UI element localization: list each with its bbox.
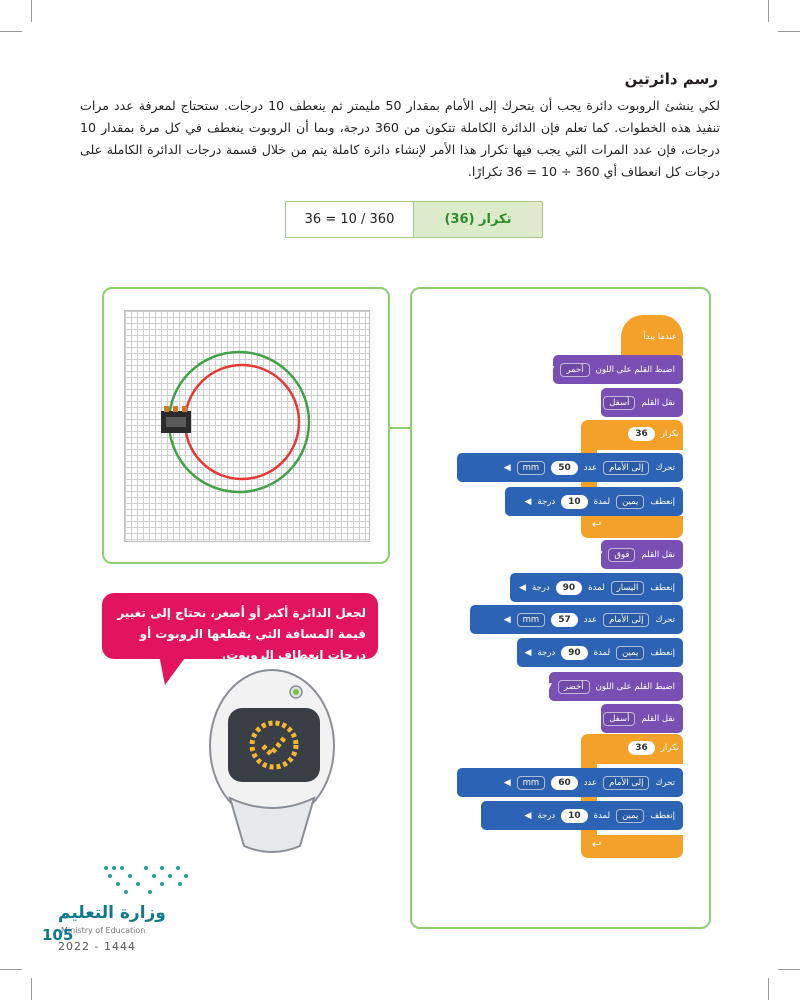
angle-input[interactable]: 10: [561, 809, 588, 823]
page-number: 105: [42, 926, 74, 944]
direction-dropdown[interactable]: يمين: [616, 809, 644, 823]
robot-icon: [161, 406, 191, 433]
ministry-name-arabic: وزارة التعليم: [58, 903, 166, 923]
block-label: إنعطف: [650, 810, 675, 821]
block-label: عدد: [583, 614, 598, 625]
edition-year: 2022 - 1444: [58, 940, 136, 953]
ministry-logo-icon: [100, 864, 192, 896]
unit-dropdown[interactable]: mm: [517, 461, 546, 475]
dropdown-arrow-icon: ◀: [524, 810, 532, 821]
direction-dropdown[interactable]: يمين: [616, 495, 644, 509]
start-hat-label: عندما يبدأ: [643, 332, 677, 342]
turn-left-block[interactable]: [510, 573, 683, 602]
page-title: رسم دائرتين: [624, 70, 718, 88]
block-label: نقل القلم: [641, 397, 675, 408]
pen-color-dropdown[interactable]: أخضر: [558, 680, 590, 694]
crop-mark: [0, 969, 22, 970]
robot-mascot-icon: [200, 668, 340, 858]
block-label: تحرك: [655, 777, 675, 788]
block-label: تكرار: [660, 743, 679, 753]
block-label: تحرك: [655, 614, 675, 625]
set-pen-color-block[interactable]: [547, 355, 683, 384]
turn-block[interactable]: [505, 487, 683, 516]
dropdown-arrow-icon: ▼: [547, 364, 555, 375]
calc-expression: 36 = 10 / 360: [286, 202, 414, 237]
block-label: اضبط القلم على اللون: [595, 681, 675, 692]
crop-mark: [0, 31, 22, 32]
angle-input[interactable]: 10: [561, 495, 588, 509]
dropdown-arrow-icon: ▼: [595, 549, 603, 560]
crop-mark: [778, 31, 800, 32]
block-label: تكرار: [660, 429, 679, 439]
direction-dropdown[interactable]: يمين: [616, 646, 644, 660]
direction-dropdown[interactable]: إلى الأمام: [603, 776, 649, 790]
dropdown-arrow-icon: ▼: [544, 681, 552, 692]
intro-paragraph: لكي ينشئ الروبوت دائرة يجب أن يتحرك إلى الأمام بمقدار 50 مليمتر ثم ينعطف 10 درجات. ستحتاج لمعرفة عدد مرات تنفيذ هذه الخطوات. كما تعلم فإن الدائرة الكاملة تتكون من 360 درجة، وبما أن الروبوت ينعطف في كل مرة بمقدار 10 درجات، فإن عدد المرات التي يجب فيها تكرار هذا الأمر لإنشاء دائرة كاملة يتم من خلال قسمة درجات الدائرة الكاملة على درجات كل انعطاف أي 360 ÷ 10 = 36 تكرارًا.: [80, 98, 720, 179]
block-label: اضبط القلم على اللون: [595, 364, 675, 375]
block-label: لمدة: [593, 810, 611, 821]
repeat-count: [597, 741, 679, 755]
direction-dropdown[interactable]: إلى الأمام: [603, 461, 649, 475]
dropdown-arrow-icon: ◀: [524, 647, 532, 658]
dropdown-arrow-icon: ◀: [503, 614, 511, 625]
red-circle: [185, 365, 299, 479]
pen-position-dropdown[interactable]: فوق: [608, 548, 635, 562]
block-label: عدد: [583, 777, 598, 788]
loop-return-icon: ↩: [592, 518, 602, 531]
unit-label: درجة: [537, 810, 556, 821]
direction-dropdown[interactable]: إلى الأمام: [603, 613, 649, 627]
pen-position-dropdown[interactable]: أسفل: [603, 712, 635, 726]
move-block[interactable]: [470, 605, 683, 634]
dropdown-arrow-icon: ◀: [524, 496, 532, 507]
speech-bubble-tail: [151, 655, 187, 685]
distance-input[interactable]: 60: [551, 776, 578, 790]
block-label: إنعطف: [650, 496, 675, 507]
unit-dropdown[interactable]: mm: [517, 776, 546, 790]
crop-mark: [768, 978, 769, 1000]
block-label: عدد: [583, 462, 598, 473]
unit-label: درجة: [537, 496, 556, 507]
pen-down-block[interactable]: [590, 704, 683, 733]
block-label: إنعطف: [650, 582, 675, 593]
block-label: نقل القلم: [641, 549, 675, 560]
angle-input[interactable]: 90: [561, 646, 588, 660]
calculation-table: [285, 201, 543, 238]
dropdown-arrow-icon: ▼: [590, 713, 598, 724]
dropdown-arrow-icon: ▼: [590, 397, 598, 408]
dropdown-arrow-icon: ◀: [503, 777, 511, 788]
repeat-count-input[interactable]: 36: [628, 427, 655, 441]
panel-connector: [390, 427, 410, 429]
loop-return-icon: ↩: [592, 838, 602, 851]
distance-input[interactable]: 57: [551, 613, 578, 627]
block-label: لمدة: [593, 496, 611, 507]
speech-bubble: لجعل الدائرة أكبر أو أصغر، نحتاج إلى تغيير قيمة المسافة التي يقطعها الروبوت أو درجات انعطاف الروبوت.: [102, 593, 378, 659]
repeat-count: [597, 427, 679, 441]
block-label: إنعطف: [650, 647, 675, 658]
unit-label: درجة: [531, 582, 550, 593]
block-label: نقل القلم: [641, 713, 675, 724]
calc-repeat-label: تكرار (36): [414, 202, 542, 237]
set-pen-color-block[interactable]: [544, 672, 683, 701]
direction-dropdown[interactable]: اليسار: [611, 581, 645, 595]
pen-down-block[interactable]: [590, 388, 683, 417]
crop-mark: [778, 969, 800, 970]
repeat-count-input[interactable]: 36: [628, 741, 655, 755]
block-label: لمدة: [588, 582, 605, 593]
circles-drawing: [124, 310, 370, 542]
turn-right-block[interactable]: [517, 638, 683, 667]
block-label: تحرك: [655, 462, 675, 473]
unit-dropdown[interactable]: mm: [517, 613, 546, 627]
distance-input[interactable]: 50: [551, 461, 578, 475]
move-block[interactable]: [457, 453, 683, 482]
crop-mark: [768, 0, 769, 22]
block-label: لمدة: [593, 647, 611, 658]
dropdown-arrow-icon: ◀: [503, 462, 511, 473]
crop-mark: [31, 0, 32, 22]
unit-label: درجة: [537, 647, 556, 658]
dropdown-arrow-icon: ◀: [519, 582, 526, 593]
pen-color-dropdown[interactable]: أحمر: [560, 363, 589, 377]
pen-up-block[interactable]: [595, 540, 683, 569]
crop-mark: [31, 978, 32, 1000]
pen-position-dropdown[interactable]: أسفل: [603, 396, 635, 410]
move-block[interactable]: [457, 768, 683, 797]
ministry-name-english: Ministry of Education: [61, 926, 146, 935]
turn-block[interactable]: [481, 801, 683, 830]
angle-input[interactable]: 90: [556, 581, 583, 595]
